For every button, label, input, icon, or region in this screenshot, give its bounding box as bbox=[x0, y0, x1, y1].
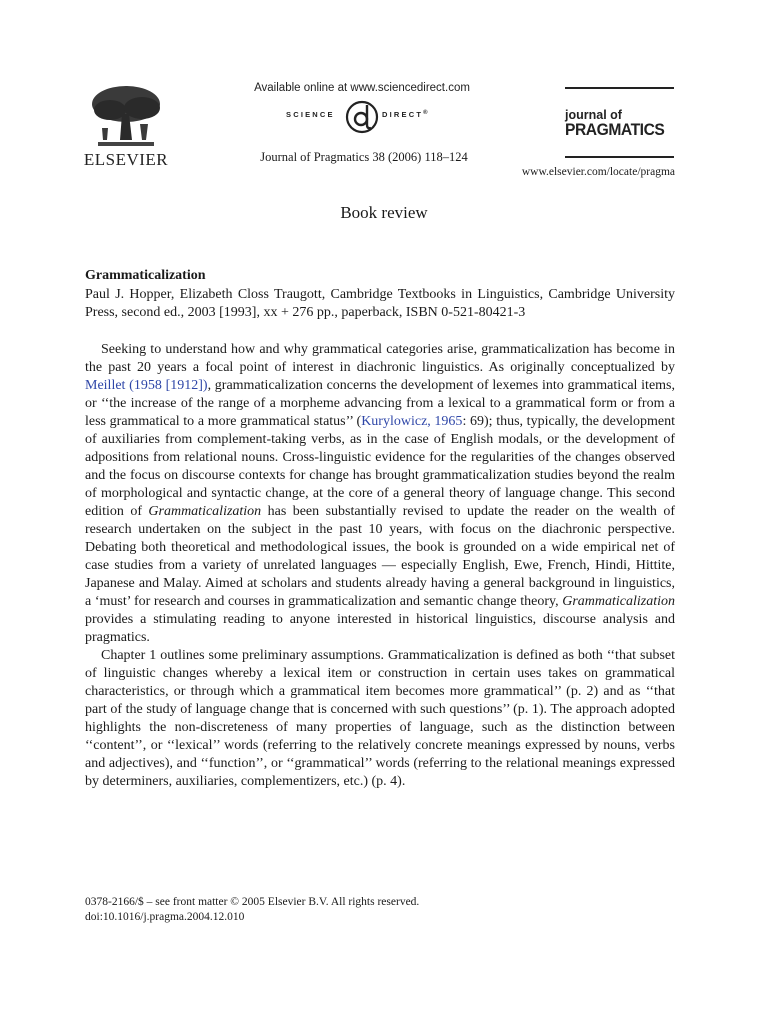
sciencedirect-logo bbox=[286, 99, 442, 135]
sd-right-word: DIRECT® bbox=[382, 110, 430, 119]
elsevier-logo bbox=[80, 84, 172, 168]
registered-mark: ® bbox=[423, 110, 430, 116]
body-text bbox=[85, 341, 675, 791]
online-availability: Available online at www.sciencedirect.com bbox=[254, 82, 470, 94]
doi-line[interactable]: doi:10.1016/j.pragma.2004.12.010 bbox=[85, 911, 245, 923]
journal-logo-of: journal of bbox=[565, 108, 622, 122]
journal-url[interactable]: www.elsevier.com/locate/pragma bbox=[521, 166, 675, 178]
reference-link-meillet[interactable]: Meillet (1958 [1912]) bbox=[85, 378, 208, 393]
review-citation: Paul J. Hopper, Elizabeth Closs Traugott, Cambridge Textbooks in Linguistics, Cambridge University Press, second ed., 2003 [1993], xx + 276 pp., paperback, ISBN 0-521-80421-3 bbox=[85, 287, 675, 320]
review-title: Grammaticalization bbox=[85, 268, 206, 283]
paragraph-1: Seeking to understand how and why grammatical categories arise, grammaticalization has become in the past 20 years a focal point of interest in diachronic linguistics. As originally conceptualized by Meillet (1958 [1912]), grammaticalization concerns the development of lexemes into grammatical items, or ‘‘the increase of the range of a morpheme advancing from a lexical to a grammatical form or from a less grammatical to a more grammatical status’’ (Kurylowicz, 1965: 69); thus, typically, the development of auxiliaries from complement-taking verbs, as in the case of English modals, or the development of adpositions from relational nouns. Cross-linguistic evidence for the regularities of the changes observed and the focus on discourse contexts for change has brought grammaticalization studies beyond the realm of morphological and syntactic change, at the core of a general theory of language change. This second edition of Grammaticalization has been substantially revised to update the reader on the wealth of research undertaken on the subject in the past 10 years, with focus on the diachronic perspective. Debating both theoretical and methodological issues, the book is grounded on a wide empirical net of case studies from a variety of unrelated languages — especially English, Ewe, French, Hindi, Hittite, Japanese and Malay. Aimed at scholars and students already having a general background in linguistics, a ‘must’ for research and courses in grammaticalization and semantic change theory, Grammaticalization provides a stimulating reading to anyone interested in historical linguistics, discourse analysis and pragmatics. bbox=[85, 342, 675, 645]
journal-logo-name: PRAGMATICS bbox=[565, 120, 665, 139]
elsevier-tree-icon bbox=[88, 84, 164, 148]
journal-citation: Journal of Pragmatics 38 (2006) 118–124 bbox=[260, 150, 468, 164]
footer bbox=[85, 895, 675, 925]
sd-left-word: SCIENCE bbox=[286, 110, 335, 119]
paragraph-2: Chapter 1 outlines some preliminary assumptions. Grammaticalization is defined as both ‘‘that subset of linguistic changes whereby a lexical item or construction in certain uses takes on grammatical characteristics, or through which a grammatical item becomes more grammatical’’ (p. 2) and as ‘‘that part of the study of language change that is concerned with such questions’’ (p. 1). The approach adopted highlights the non-discreteness of many properties of language, such as the distinction between ‘‘content’’, or ‘‘lexical’’ words (referring to the relatively concrete meanings expressed by nouns, verbs and adjectives), and ‘‘function’’, or ‘‘grammatical’’ words (referring to the relational meanings expressed by determiners, auxiliaries, complementizers, etc.) (p. 4). bbox=[85, 648, 675, 789]
section-heading: Book review bbox=[340, 203, 428, 222]
sciencedirect-at-icon bbox=[344, 99, 380, 135]
copyright-line: 0378-2166/$ – see front matter © 2005 Elsevier B.V. All rights reserved. bbox=[85, 896, 420, 908]
journal-logo-rule-bottom bbox=[565, 156, 674, 158]
publisher-name: ELSEVIER bbox=[83, 150, 169, 169]
journal-logo-rule-top bbox=[565, 87, 674, 89]
reference-link-kurylowicz[interactable]: Kurylowicz, 1965 bbox=[361, 414, 463, 429]
